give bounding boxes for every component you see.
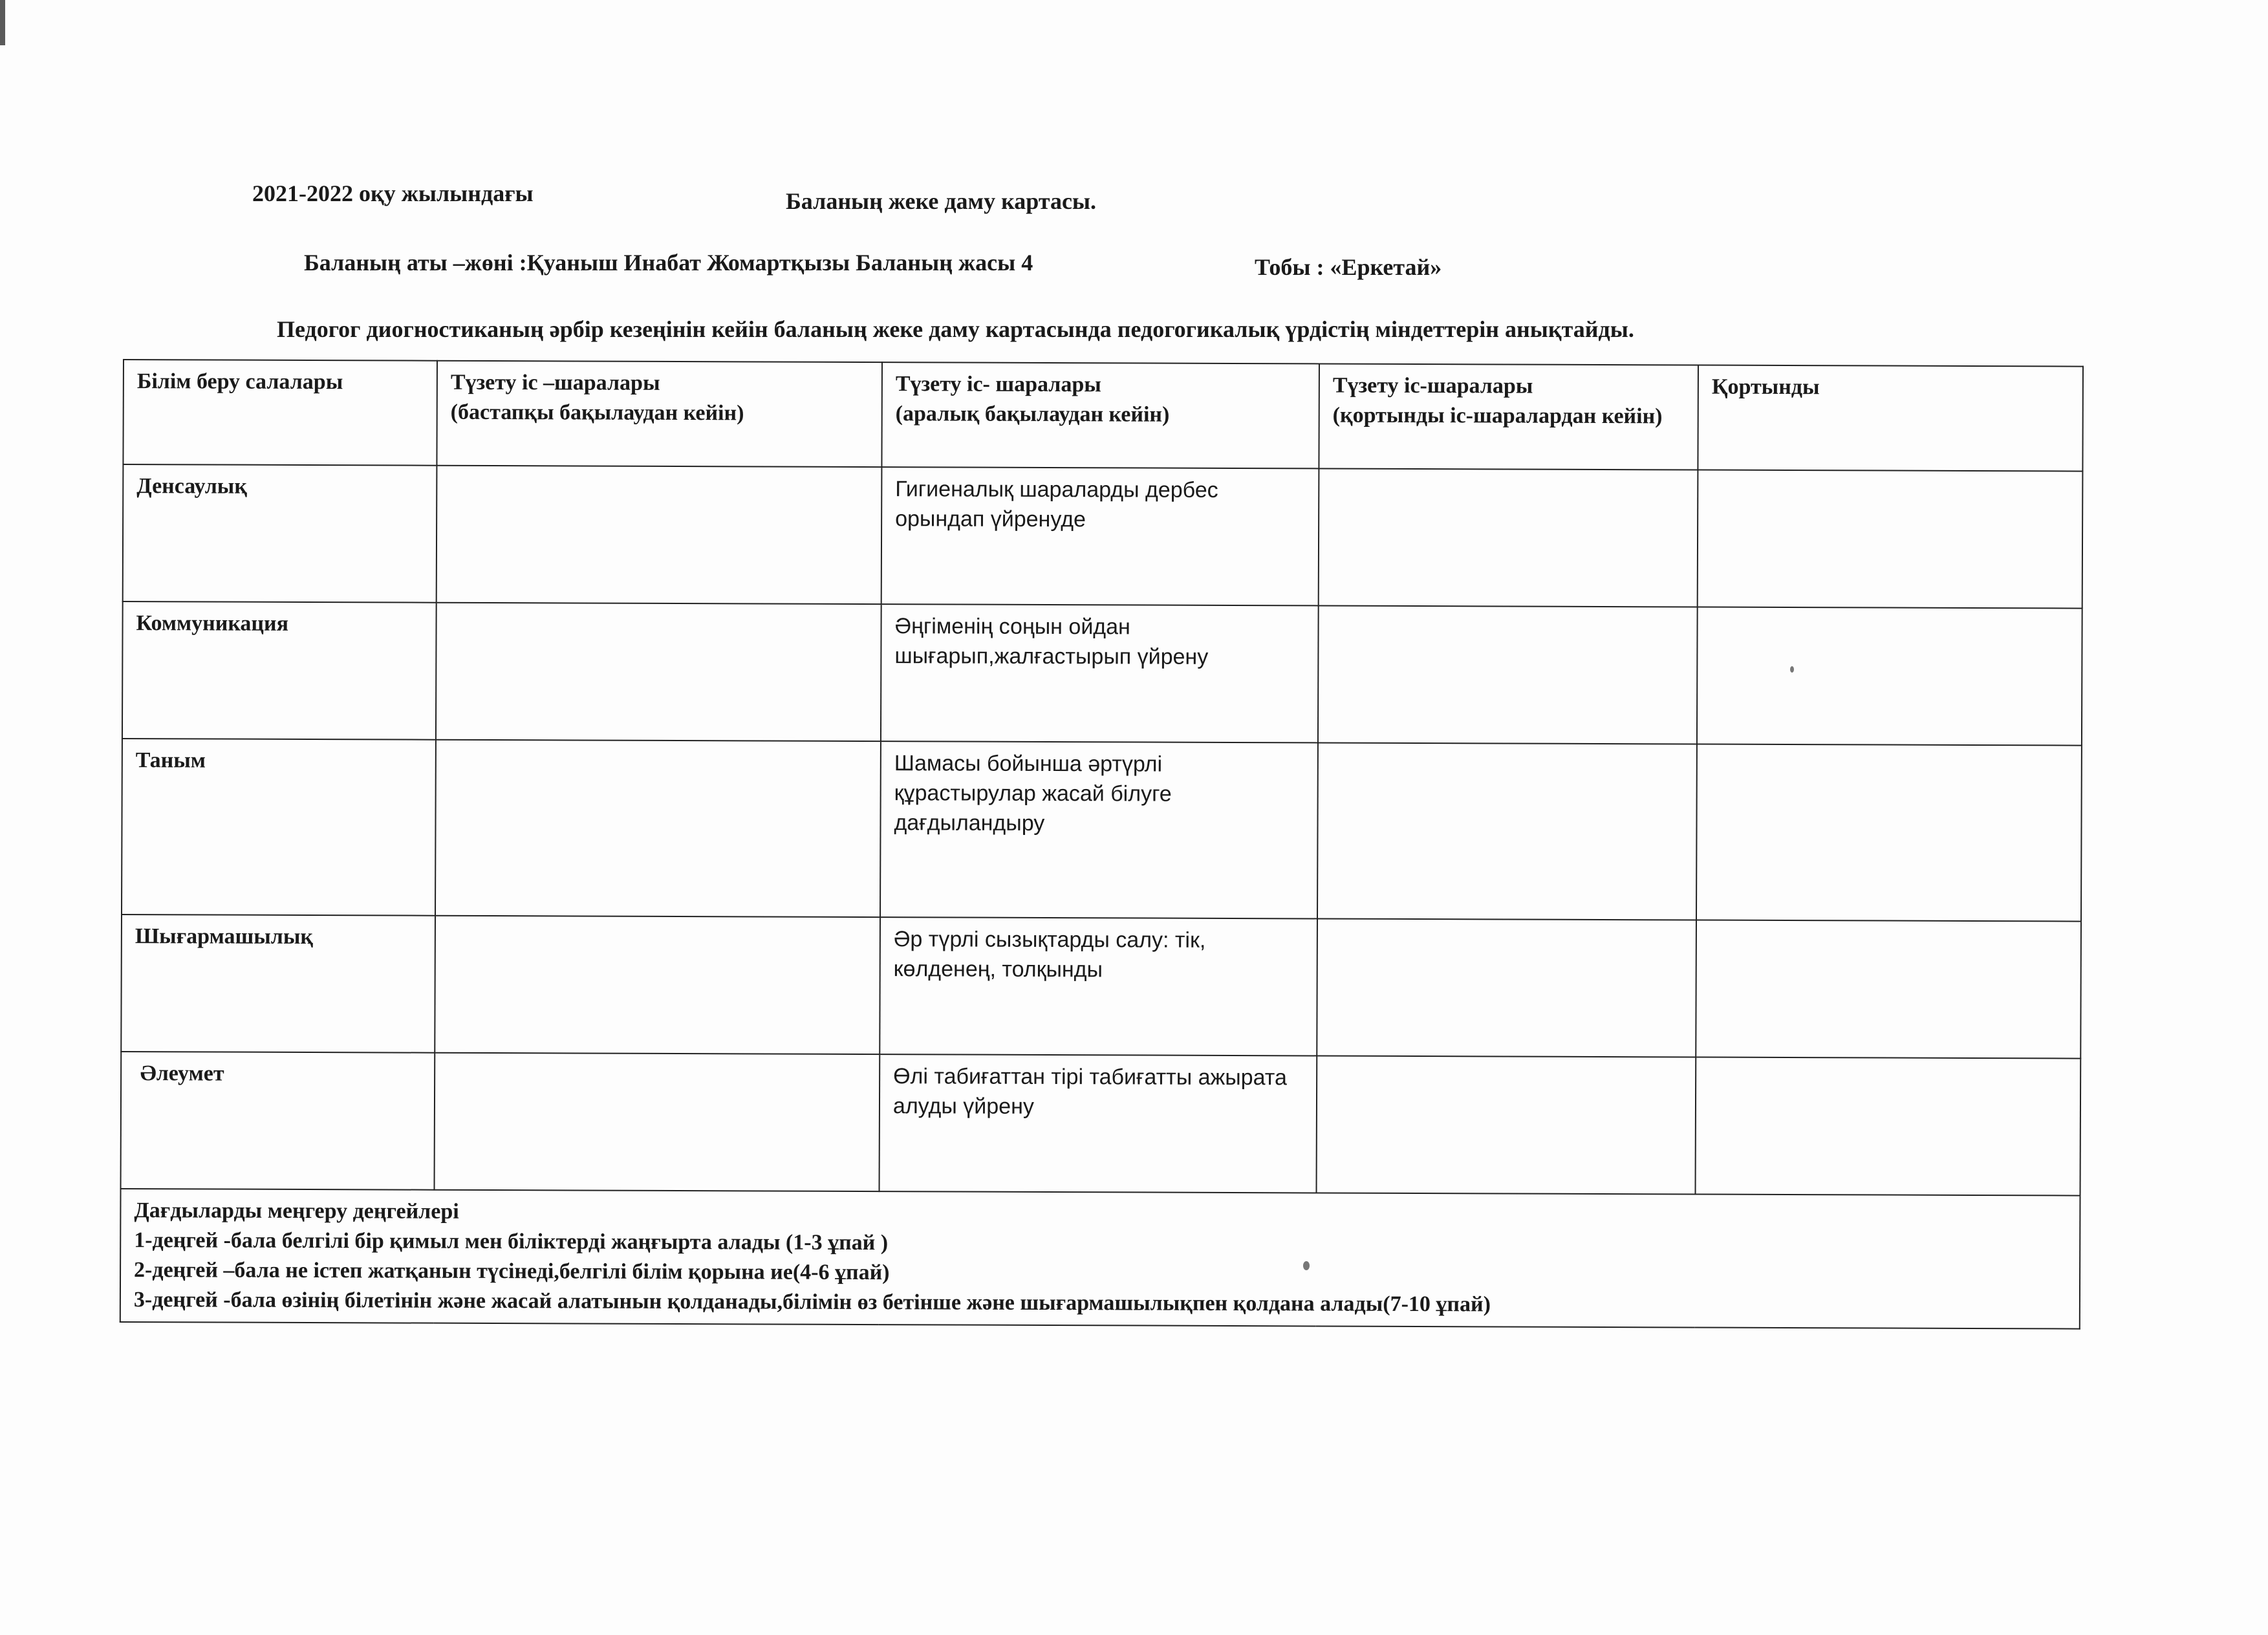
column-header-final: Түзету іс-шаралары (қортынды іс-шаралардан кейін) — [1319, 363, 1698, 470]
scan-speck — [1790, 666, 1794, 673]
area-cell: Денсаулық — [123, 464, 437, 603]
table-header-row — [123, 360, 2083, 471]
scan-speck — [1303, 1261, 1310, 1270]
page-title: Баланың жеке даму картасы. — [786, 188, 1097, 214]
instruction-text: Педогог диогностиканың әрбір кезеңінін кейін баланың жеке даму картасында педогогикалық үрдістің міндеттерін анықтайды. — [277, 316, 1634, 342]
final-cell — [1317, 742, 1697, 920]
conclusion-cell — [1697, 607, 2082, 746]
final-cell — [1319, 468, 1698, 607]
area-cell: Коммуникация — [122, 601, 437, 740]
table-row — [121, 915, 2081, 1059]
levels-cell — [120, 1189, 2080, 1329]
intermediate-cell: Гигиеналық шараларды дербес орындап үйренуде — [881, 467, 1319, 605]
final-cell — [1317, 1056, 1696, 1194]
area-cell: Таным — [122, 739, 436, 916]
child-info: Баланың аты –жөні :Қуаныш Инабат Жомартқызы Баланың жасы 4 — [304, 250, 1033, 276]
conclusion-cell — [1698, 470, 2083, 609]
level-item: 3-деңгей -бала өзінің білетінін және жасай алатынын қолданады,білімін өз бетінше және шығармашылықпен қолдана алады(7-10 ұпай) — [133, 1288, 1491, 1317]
intermediate-cell: Өлі табиғаттан тірі табиғатты ажырата алуды үйрену — [880, 1054, 1317, 1193]
intermediate-cell: Әр түрлі сызықтарды салу: тік, көлденең, толқынды — [880, 917, 1317, 1056]
column-header-areas: Білім беру салалары — [123, 360, 437, 466]
conclusion-cell — [1696, 920, 2081, 1058]
academic-year: 2021-2022 оқу жылындағы — [252, 180, 534, 206]
conclusion-cell — [1696, 744, 2082, 921]
initial-cell — [437, 466, 882, 604]
column-header-intermediate: Түзету іс- шаралары (аралық бақылаудан кейін) — [881, 362, 1319, 468]
conclusion-cell — [1696, 1057, 2081, 1195]
initial-cell — [435, 916, 880, 1054]
table-row — [121, 1052, 2081, 1196]
scan-edge-mark — [0, 0, 5, 45]
initial-cell — [436, 603, 881, 741]
column-header-conclusion: Қортынды — [1698, 365, 2083, 471]
intermediate-cell: Әңгіменің соңын ойдан шығарып,жалғастырып үйрену — [881, 604, 1319, 742]
level-item: 1-деңгей -бала белгілі бір қимыл мен біліктерді жаңғырта алады (1-3 ұпай ) — [134, 1228, 889, 1255]
development-table — [120, 359, 2084, 1330]
final-cell — [1318, 605, 1698, 744]
area-cell: Әлеумет — [121, 1052, 435, 1190]
initial-cell — [435, 1053, 880, 1191]
initial-cell — [435, 740, 881, 917]
group-info: Тобы : «Еркетай» — [1255, 254, 1442, 280]
level-item: 2-деңгей –бала не істеп жатқанын түсінеді,белгілі білім қорына ие(4-6 ұпай) — [134, 1258, 890, 1285]
levels-title: Дағдыларды меңгеру деңгейлері — [134, 1198, 459, 1224]
final-cell — [1317, 918, 1696, 1057]
table-row — [122, 601, 2082, 746]
levels-row — [120, 1189, 2080, 1329]
intermediate-cell: Шамасы бойынша әртүрлі құрастырулар жасай білуге дағдыландыру — [880, 741, 1318, 918]
area-cell: Шығармашылық — [121, 915, 435, 1053]
table-row — [122, 739, 2082, 922]
table-row — [123, 464, 2083, 609]
column-header-initial: Түзету іс –шаралары (бастапқы бақылаудан кейін) — [437, 361, 882, 467]
